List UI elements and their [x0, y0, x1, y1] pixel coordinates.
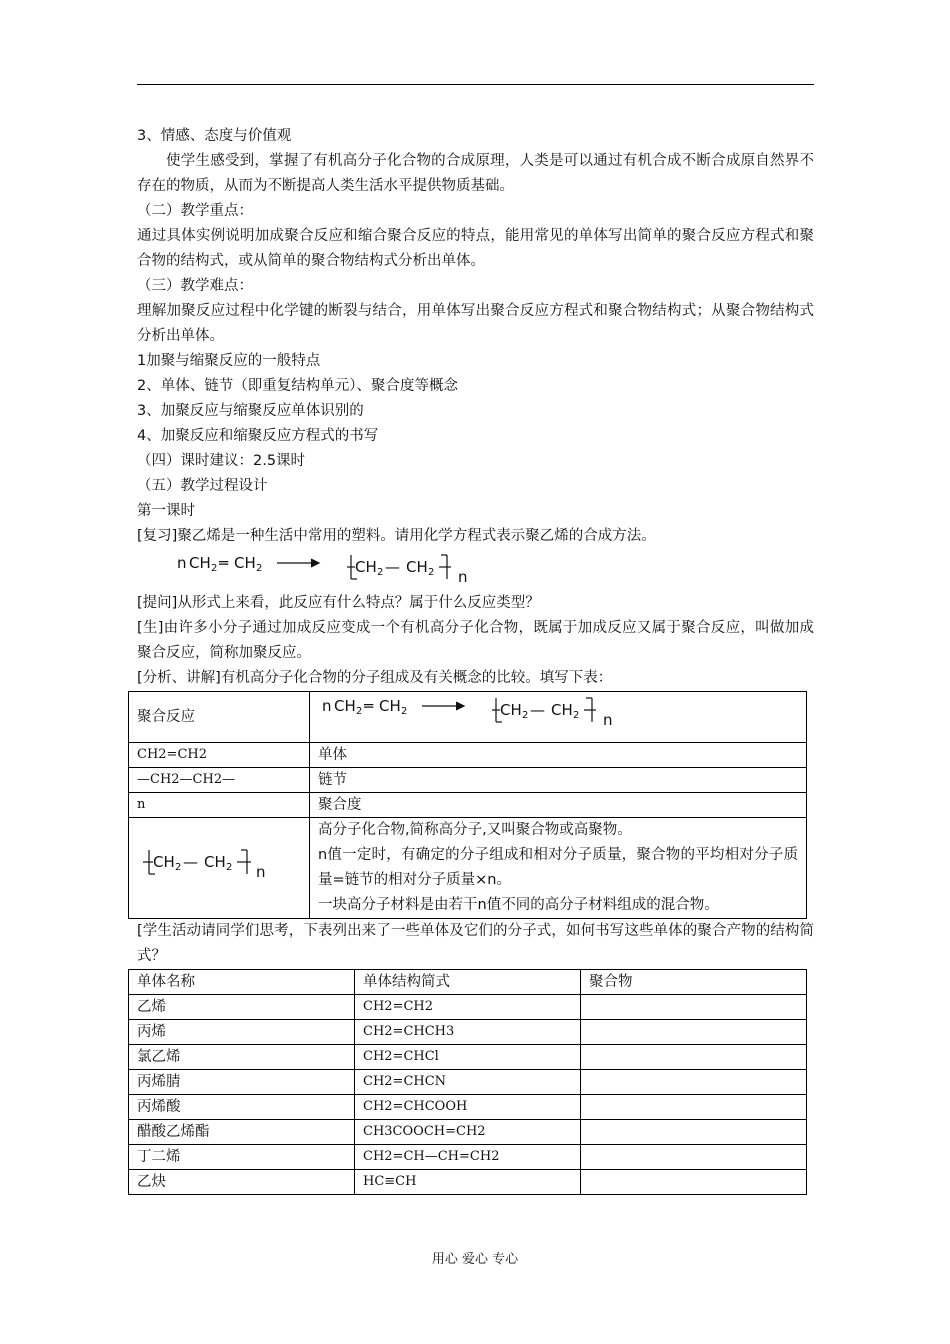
equation-svg-table	[318, 692, 618, 734]
activity-text: [学生活动请同学们思考，下表列出来了一些单体及它们的分子式，如何书写这些单体的聚合产物的结构简式？	[137, 923, 814, 964]
eq-monomer-left: CH	[189, 554, 211, 572]
table-cell	[581, 1045, 807, 1070]
key-points-text: 通过具体实例说明加成聚合反应和缩合聚合反应的特点，能用常见的单体写出简单的聚合反应方程式和聚合物的结构式，或从简单的聚合物结构式分析出单体。	[137, 228, 814, 269]
table-cell	[581, 1170, 807, 1195]
table-header: 单体名称	[129, 970, 355, 995]
eq-monomer-left: CH	[334, 697, 356, 715]
header-rule	[137, 84, 814, 85]
table-cell: CH3COOCH=CH2	[355, 1120, 581, 1145]
table-cell: CH2=CHCl	[355, 1045, 581, 1070]
table-header: 单体结构简式	[355, 970, 581, 995]
eq-sub-2: 2	[256, 563, 263, 574]
eq-repeat-b: CH	[551, 701, 573, 719]
eq-bond: —	[385, 558, 400, 576]
process-title: （五）教学过程设计	[137, 478, 268, 494]
section3-title: 3、情感、态度与价值观	[137, 128, 292, 144]
table-row	[129, 995, 807, 1020]
section3-text: 使学生感受到，掌握了有机高分子化合物的合成原理，人类是可以通过有机合成不断合成原自然界不存在的物质，从而为不断提高人类生活水平提供物质基础。	[137, 153, 814, 194]
definition-line: 一块高分子材料是由若干n值不同的高分子材料组成的混合物。	[318, 897, 719, 913]
key-points-title: （二）教学重点：	[137, 203, 253, 219]
table-cell: 乙炔	[129, 1170, 355, 1195]
eq-coef: n	[322, 697, 332, 715]
table-cell: 乙烯	[129, 995, 355, 1020]
eq-repeat-b: CH	[204, 853, 226, 871]
page-footer: 用心 爱心 专心	[431, 1252, 519, 1267]
eq-sub-1: 2	[211, 563, 218, 574]
list-item-3: 3、加聚反应与缩聚反应单体识别的	[137, 403, 364, 419]
table-cell: CH2=CH2	[355, 995, 581, 1020]
table-cell	[581, 1095, 807, 1120]
eq-sub-4: 2	[428, 567, 435, 578]
table-cell: 丙烯酸	[129, 1095, 355, 1120]
table-cell	[581, 1120, 807, 1145]
difficulty-text: 理解加聚反应过程中化学键的断裂与结合，用单体写出聚合反应方程式和聚合物结构式；从聚合物结构式分析出单体。	[137, 303, 814, 344]
eq-monomer-right: CH	[234, 554, 256, 572]
table-row	[129, 1095, 807, 1120]
eq-n-sub: n	[603, 711, 613, 729]
eq-n-sub: n	[458, 568, 468, 586]
review-text: [复习]聚乙烯是一种生活中常用的塑料。请用化学方程式表示聚乙烯的合成方法。	[137, 528, 656, 544]
table-cell: 丙烯腈	[129, 1070, 355, 1095]
table-cell: CH2=CH—CH=CH2	[355, 1145, 581, 1170]
list-item-4: 4、加聚反应和缩聚反应方程式的书写	[137, 428, 379, 444]
hours-suggestion: （四）课时建议：2.5课时	[137, 453, 306, 469]
table-cell: CH2=CHCOOH	[355, 1095, 581, 1120]
definition-line: n值一定时，有确定的分子组成和相对分子质量，聚合物的平均相对分子质量=链节的相对分子质量×n。	[318, 847, 798, 888]
table-cell: —CH2—CH2—	[129, 768, 310, 793]
table-cell	[581, 995, 807, 1020]
table-cell: 聚合度	[310, 793, 807, 818]
table-cell: CH2=CHCN	[355, 1070, 581, 1095]
eq-sub: 2	[226, 862, 233, 873]
equation-svg	[177, 549, 477, 591]
eq-sub-4: 2	[573, 710, 580, 721]
definition-line: 高分子化合物,简称高分子,又叫聚合物或高聚物。	[318, 822, 632, 838]
table-header: 聚合物	[581, 970, 807, 995]
student-text: [生]由许多小分子通过加成反应变成一个有机高分子化合物，既属于加成反应又属于聚合反应，叫做加成聚合反应，简称加聚反应。	[137, 620, 814, 661]
eq-n-sub: n	[256, 863, 266, 881]
document-body	[137, 124, 814, 1195]
table-cell: 醋酸乙烯酯	[129, 1120, 355, 1145]
eq-bond: —	[530, 701, 545, 719]
list-item-2: 2、单体、链节（即重复结构单元）、聚合度等概念	[137, 378, 458, 394]
table-row	[129, 793, 807, 818]
table-cell: 丁二烯	[129, 1145, 355, 1170]
table-cell: 聚合反应	[129, 692, 310, 743]
table-cell: 丙烯	[129, 1020, 355, 1045]
table-cell: HC≡CH	[355, 1170, 581, 1195]
eq-bond: —	[183, 853, 198, 871]
table-header-row	[129, 970, 807, 995]
eq-repeat-a: CH	[153, 853, 175, 871]
eq-repeat-b: CH	[406, 558, 428, 576]
eq-coef: n	[177, 554, 187, 572]
eq-arrow-head	[311, 559, 319, 567]
eq-sub-1: 2	[356, 706, 363, 717]
table-cell: 氯乙烯	[129, 1045, 355, 1070]
polymer-formula-svg	[137, 844, 287, 884]
table-cell	[581, 1145, 807, 1170]
difficulty-title: （三）教学难点：	[137, 278, 253, 294]
table-cell: CH2=CH2	[129, 743, 310, 768]
table-row	[129, 692, 807, 743]
eq-repeat-a: CH	[355, 558, 377, 576]
table-cell	[129, 818, 310, 919]
table-cell: n	[129, 793, 310, 818]
eq-sub-2: 2	[401, 706, 408, 717]
eq-monomer-right: CH	[379, 697, 401, 715]
table-row	[129, 743, 807, 768]
table-row	[129, 768, 807, 793]
polyethylene-equation	[137, 549, 814, 591]
concept-table	[128, 691, 807, 919]
table-row	[129, 1120, 807, 1145]
table-cell	[581, 1070, 807, 1095]
table-cell: 链节	[310, 768, 807, 793]
lesson-one: 第一课时	[137, 503, 195, 519]
eq-sub-3: 2	[522, 710, 529, 721]
eq-sub-3: 2	[377, 567, 384, 578]
table-cell	[310, 818, 807, 919]
eq-sub: 2	[175, 862, 182, 873]
question-text: [提问]从形式上来看，此反应有什么特点？属于什么反应类型？	[137, 595, 540, 611]
list-item-1: 1加聚与缩聚反应的一般特点	[137, 353, 321, 369]
table-cell: 单体	[310, 743, 807, 768]
table-row	[129, 1145, 807, 1170]
table-cell: CH2=CHCH3	[355, 1020, 581, 1045]
eq-repeat-a: CH	[500, 701, 522, 719]
table-row	[129, 1070, 807, 1095]
table-cell	[581, 1020, 807, 1045]
table-row	[129, 1170, 807, 1195]
table-row	[129, 1045, 807, 1070]
eq-double-bond: ═	[219, 554, 229, 572]
table-row	[129, 818, 807, 919]
eq-double-bond: ═	[364, 697, 374, 715]
table-row	[129, 1020, 807, 1045]
table-cell	[310, 692, 807, 743]
analysis-text: [分析、讲解]有机高分子化合物的分子组成及有关概念的比较。填写下表：	[137, 670, 613, 686]
monomer-table	[128, 969, 807, 1195]
eq-arrow-head	[456, 702, 464, 710]
